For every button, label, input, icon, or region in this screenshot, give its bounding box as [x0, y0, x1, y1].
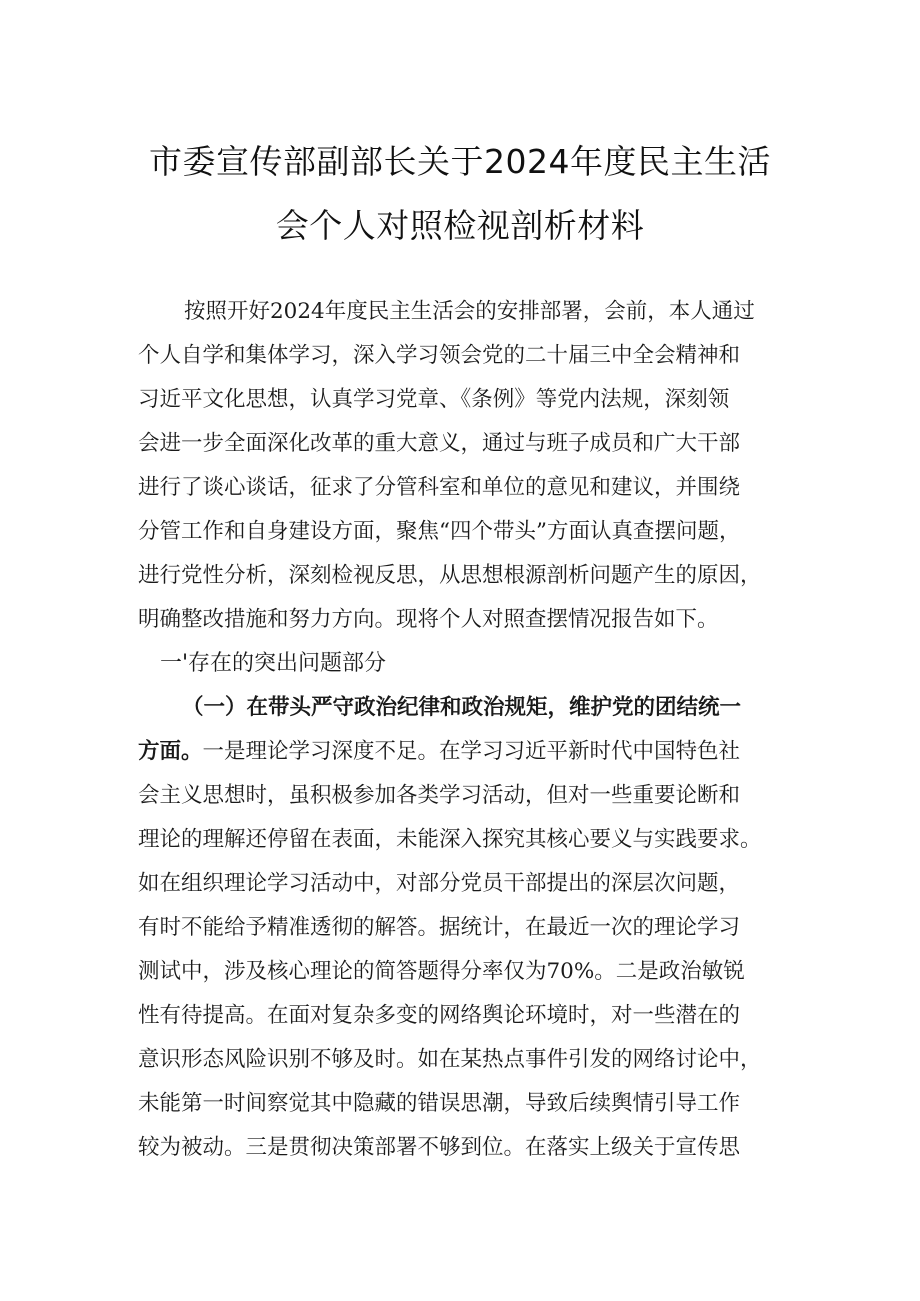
body-line: 有时不能给予精准透彻的解答。据统计，在最近一次的理论学习	[138, 915, 741, 940]
body-line: 性有待提高。在面对复杂多变的网络舆论环境时，对一些潜在的	[138, 1003, 741, 1028]
body-line: 会主义思想时，虽积极参加各类学习活动，但对一些重要论断和	[138, 783, 741, 808]
intro-line: 进行了谈心谈话，征求了分管科室和单位的意见和建议，并围绕	[138, 475, 741, 500]
body-line: 测试中，涉及核心理论的简答题得分率仅为70%。二是政治敏锐	[138, 959, 745, 984]
intro-line: 会进一步全面深化改革的重大意义，通过与班子成员和广大干部	[138, 431, 741, 456]
document-title-line-2: 会个人对照检视剖析材料	[275, 206, 645, 245]
intro-line: 进行党性分析，深刻检视反思，从思想根源剖析问题产生的原因，	[138, 563, 762, 588]
subsection-heading-cont: 方面。	[138, 739, 203, 764]
body-line: 较为被动。三是贯彻决策部署不够到位。在落实上级关于宣传思	[138, 1135, 741, 1160]
intro-line: 按照开好2024年度民主生活会的安排部署，会前，本人通过	[184, 299, 755, 324]
body-line: 理论的理解还停留在表面，未能深入探究其核心要义与实践要求。	[138, 827, 762, 852]
body-line: 如在组织理论学习活动中，对部分党员干部提出的深层次问题，	[138, 871, 741, 896]
body-line-first-text: 一是理论学习深度不足。在学习习近平新时代中国特色社	[202, 739, 741, 764]
intro-line: 个人自学和集体学习，深入学习领会党的二十届三中全会精神和	[138, 343, 741, 368]
intro-line: 分管工作和自身建设方面，聚焦“四个带头”方面认真查摆问题，	[138, 519, 741, 544]
body-line: 未能第一时间察觉其中隐藏的错误思潮，导致后续舆情引导工作	[138, 1091, 741, 1116]
intro-line: 习近平文化思想，认真学习党章、《条例》等党内法规，深刻领	[138, 387, 730, 412]
body-line: 意识形态风险识别不够及时。如在某热点事件引发的网络讨论中，	[138, 1047, 762, 1072]
intro-line: 明确整改措施和努力方向。现将个人对照查摆情况报告如下。	[138, 607, 719, 632]
subsection-heading: （一）在带头严守政治纪律和政治规矩，维护党的团结统一	[182, 695, 742, 720]
section-heading: 一'存在的突出问题部分	[160, 651, 387, 676]
document-title-line-1: 市委宣传部副部长关于2024年度民主生活	[149, 142, 771, 181]
body-line-first	[138, 738, 740, 766]
